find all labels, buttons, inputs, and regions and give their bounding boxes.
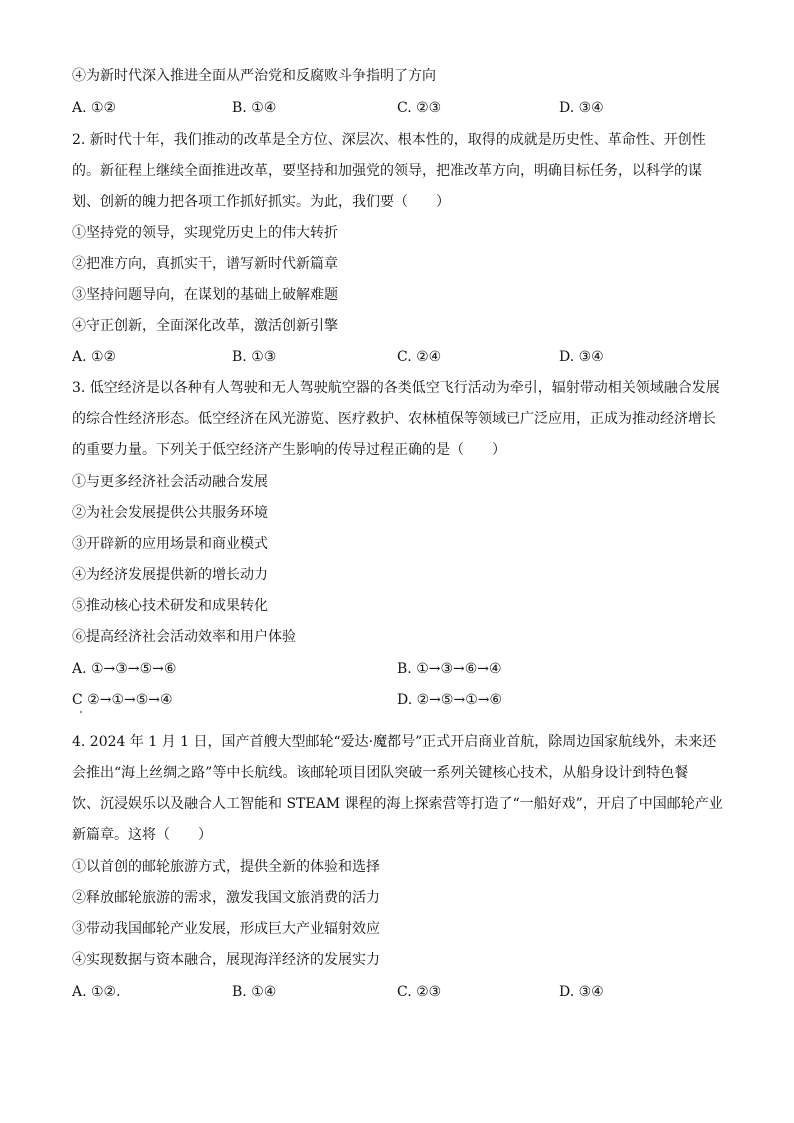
q2-option-b: B. ①③ <box>232 349 277 365</box>
prev-option-d: D. ③④ <box>559 100 604 116</box>
q4-statement-1: ①以首创的邮轮旅游方式，提供全新的体验和选择 <box>72 859 380 875</box>
q4-stem-line-4: 新篇章。这将（ ） <box>72 827 212 843</box>
q4-stem-line-2: 会推出“海上丝绸之路”等中长航线。该邮轮项目团队突破一系列关键核心技术，从船身设计到特色餐 <box>72 765 689 781</box>
q3-statement-1: ①与更多经济社会活动融合发展 <box>72 474 268 490</box>
q2-option-d: D. ③④ <box>559 349 604 365</box>
q2-stem-line-2: 的。新征程上继续全面推进改革，要坚持和加强党的领导，把准改革方向，明确目标任务，以科学的谋 <box>72 163 702 179</box>
q4-option-a: A. ①②. <box>72 984 121 1000</box>
q3-option-d: D. ②→⑤→①→⑥ <box>397 692 503 708</box>
q4-statement-4: ④实现数据与资本融合，展现海洋经济的发展实力 <box>72 952 380 968</box>
q3-statement-5: ⑤推动核心技术研发和成果转化 <box>72 598 268 614</box>
q2-option-a: A. ①② <box>72 349 117 365</box>
q2-option-c: C. ②④ <box>397 349 442 365</box>
q3-statement-3: ③开辟新的应用场景和商业模式 <box>72 536 268 552</box>
q2-statement-1: ①坚持党的领导，实现党历史上的伟大转折 <box>72 225 338 241</box>
q3-statement-4: ④为经济发展提供新的增长动力 <box>72 567 268 583</box>
q2-stem-line-1: 2. 新时代十年，我们推动的改革是全方位、深层次、根本性的，取得的成就是历史性、革命性、开创性 <box>72 132 706 148</box>
prev-option-b: B. ①④ <box>232 100 277 116</box>
prev-option-a: A. ①② <box>72 100 117 116</box>
q4-option-b: B. ①④ <box>232 984 277 1000</box>
q4-statement-2: ②释放邮轮旅游的需求，激发我国文旅消费的活力 <box>72 890 380 906</box>
q4-option-d: D. ③④ <box>559 984 604 1000</box>
q4-stem-line-1: 4. 2024 年 1 月 1 日，国产首艘大型邮轮“爱达·魔都号”正式开启商业首航，除周边国家航线外，未来还 <box>72 734 717 750</box>
q3-stem-line-1: 3. 低空经济是以各种有人驾驶和无人驾驶航空器的各类低空飞行活动为牵引，辐射带动相关领域融合发展 <box>72 380 720 396</box>
q2-statement-3: ③坚持问题导向，在谋划的基础上破解难题 <box>72 287 338 303</box>
q2-stem-line-3: 划、创新的魄力把各项工作抓好抓实。为此，我们要（ ） <box>72 194 450 210</box>
prev-statement-4: ④为新时代深入推进全面从严治党和反腐败斗争指明了方向 <box>72 68 436 84</box>
q3-option-a: A. ①→③→⑤→⑥ <box>72 661 177 677</box>
stray-mark <box>80 711 82 713</box>
q2-statement-2: ②把准方向，真抓实干，谱写新时代新篇章 <box>72 256 338 272</box>
q3-statement-6: ⑥提高经济社会活动效率和用户体验 <box>72 629 296 645</box>
q3-option-b: B. ①→③→⑥→④ <box>397 661 502 677</box>
q2-statement-4: ④守正创新，全面深化改革，激活创新引擎 <box>72 318 338 334</box>
q3-option-c: C ②→①→⑤→④ <box>72 692 173 708</box>
q3-stem-line-2: 的综合性经济形态。低空经济在风光游览、医疗救护、农林植保等领域已广泛应用，正成为推动经济增长 <box>72 411 716 427</box>
q3-stem-line-3: 的重要力量。下列关于低空经济产生影响的传导过程正确的是（ ） <box>72 442 506 458</box>
q4-statement-3: ③带动我国邮轮产业发展，形成巨大产业辐射效应 <box>72 921 380 937</box>
q3-statement-2: ②为社会发展提供公共服务环境 <box>72 505 268 521</box>
q4-option-c: C. ②③ <box>397 984 442 1000</box>
q4-stem-line-3: 饮、沉浸娱乐以及融合人工智能和 STEAM 课程的海上探索营等打造了“一船好戏”，开启了中国邮轮产业 <box>72 796 723 812</box>
prev-option-c: C. ②③ <box>397 100 442 116</box>
